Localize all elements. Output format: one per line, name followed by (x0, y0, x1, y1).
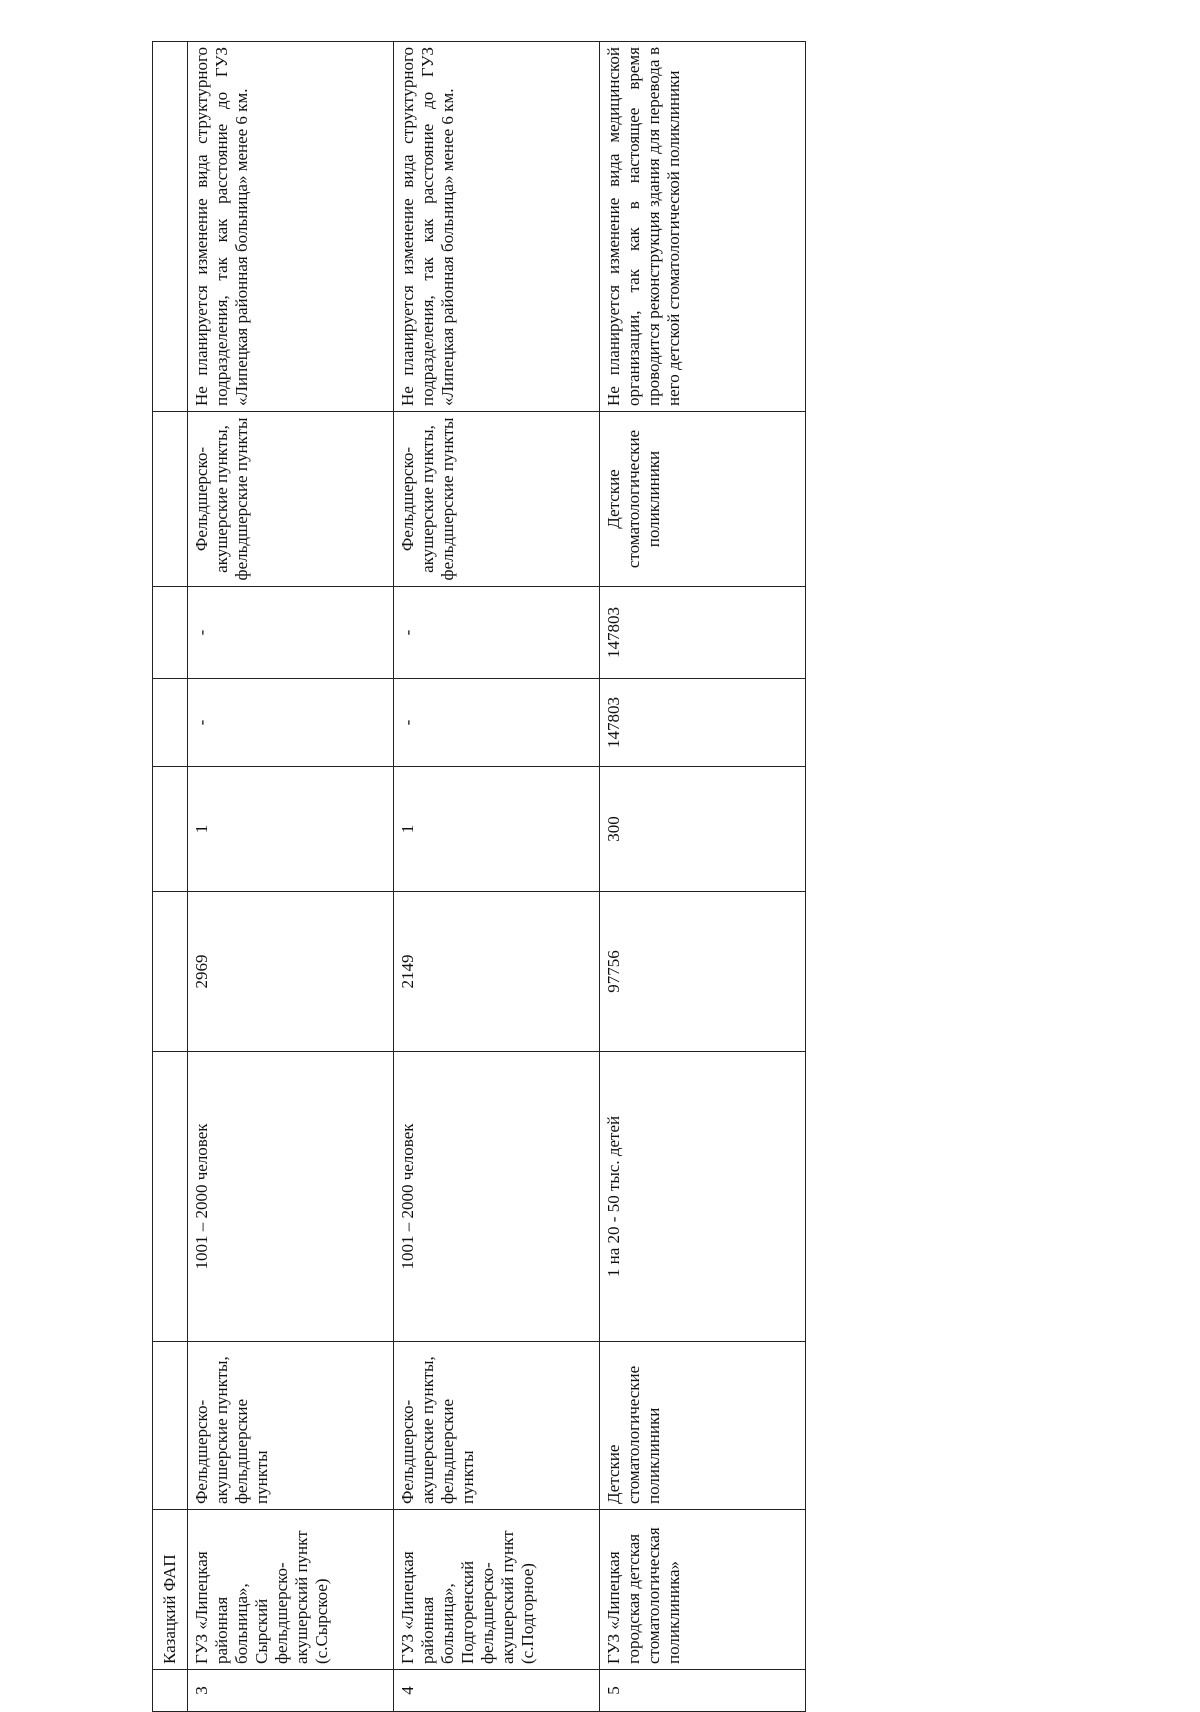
facilities-table (152, 41, 806, 1712)
norm: 1001 – 2000 человек (394, 1052, 600, 1342)
row-number: 5 (600, 1670, 806, 1712)
new-facility-type: Фельдшерско-акушерские пункты, фельдшерские пункты (394, 412, 600, 587)
row-number: 4 (394, 1670, 600, 1712)
new-facility-type: Фельдшерско-акушерские пункты, фельдшерские пункты (188, 412, 394, 587)
table-cell (153, 42, 188, 412)
new-facility-type: Детские стоматологические поликлиники (600, 412, 806, 587)
capacity: 1 (188, 767, 394, 892)
note: Не планируется изменение вида медицинской организации, так как в настоящее время проводится реконструкция здания для перевода в него детской стоматологической поликлиники (600, 42, 806, 412)
table-cell (153, 679, 188, 767)
value-2: - (188, 587, 394, 679)
table-cell (153, 1052, 188, 1342)
table-cell (153, 587, 188, 679)
organization-name: ГУЗ «Липецкая районная больница», Подгоренский фельдшерско-акушерский пункт (с.Подгорное) (394, 1510, 600, 1670)
row-number: 3 (188, 1670, 394, 1712)
norm: 1 на 20 - 50 тыс. детей (600, 1052, 806, 1342)
value-2: 147803 (600, 587, 806, 679)
population: 2969 (188, 892, 394, 1052)
rotated-document-sheet (152, 42, 804, 1712)
note: Не планируется изменение вида структурного подразделения, так как расстояние до ГУЗ «Липецкая районная больница» менее 6 км. (188, 42, 394, 412)
population: 2149 (394, 892, 600, 1052)
table-cell (153, 1342, 188, 1510)
table-cell (153, 412, 188, 587)
capacity: 1 (394, 767, 600, 892)
norm: 1001 – 2000 человек (188, 1052, 394, 1342)
table-row (394, 42, 600, 1712)
table-row (153, 42, 188, 1712)
capacity: 300 (600, 767, 806, 892)
population: 97756 (600, 892, 806, 1052)
header-cell-org: Казацкий ФАП (153, 1510, 188, 1670)
table-cell (153, 767, 188, 892)
table-row (188, 42, 394, 1712)
organization-name: ГУЗ «Липецкая городская детская стоматологическая поликлиника» (600, 1510, 806, 1670)
value-2: - (394, 587, 600, 679)
table-row (600, 42, 806, 1712)
facility-type: Детские стоматологические поликлиники (600, 1342, 806, 1510)
facility-type: Фельдшерско-акушерские пункты, фельдшерские пункты (188, 1342, 394, 1510)
note: Не планируется изменение вида структурного подразделения, так как расстояние до ГУЗ «Липецкая районная больница» менее 6 км. (394, 42, 600, 412)
value-1: - (188, 679, 394, 767)
value-1: 147803 (600, 679, 806, 767)
table-cell (153, 892, 188, 1052)
facility-type: Фельдшерско-акушерские пункты, фельдшерские пункты (394, 1342, 600, 1510)
table-cell (153, 1670, 188, 1712)
organization-name: ГУЗ «Липецкая районная больница», Сырский фельдшерско-акушерский пункт (с.Сырское) (188, 1510, 394, 1670)
value-1: - (394, 679, 600, 767)
